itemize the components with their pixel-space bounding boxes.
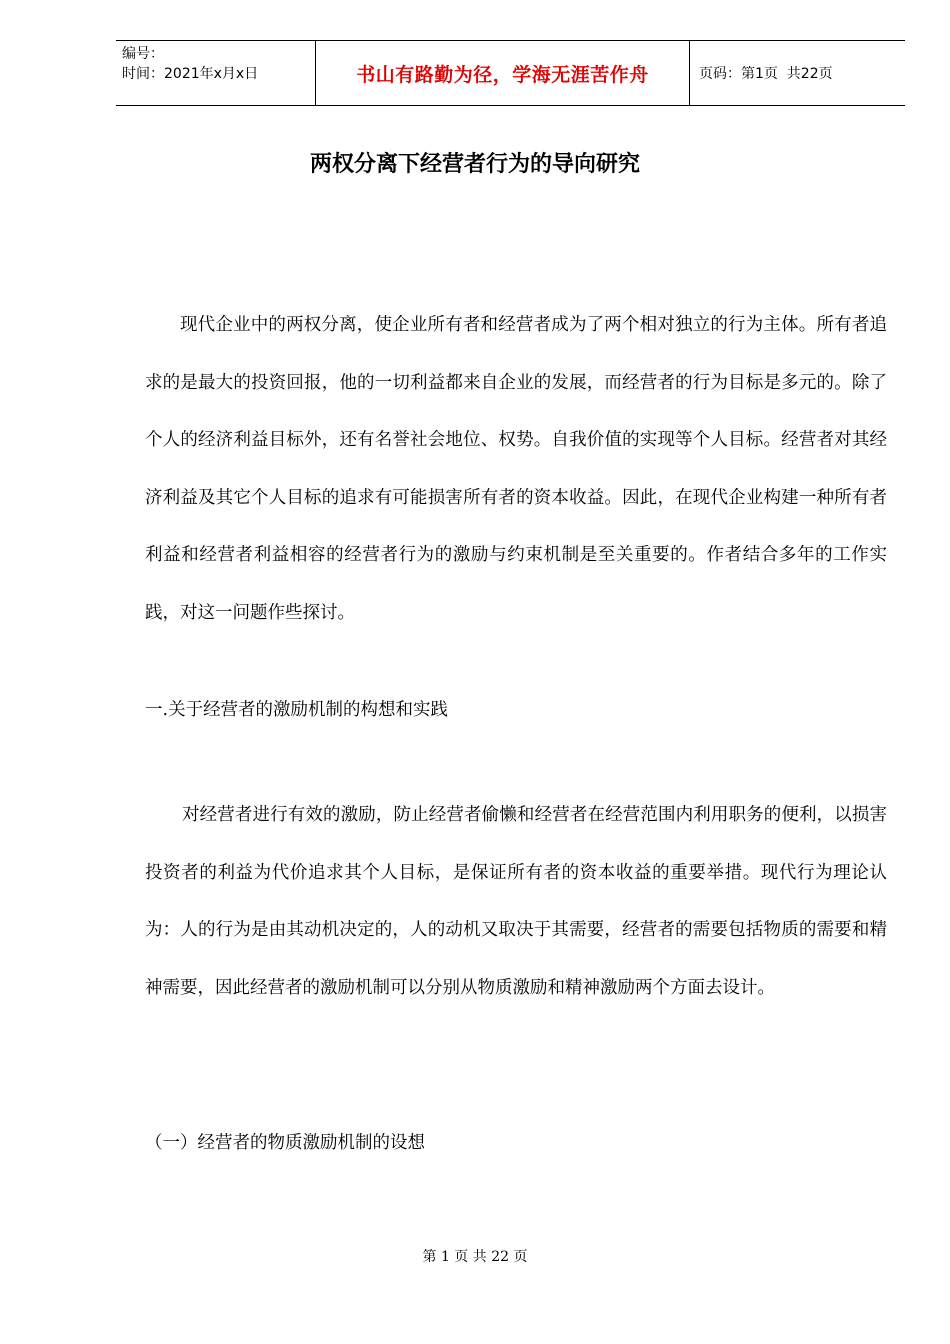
header-page-info: 页码：第1页 共22页 [699,66,833,82]
document-title: 两权分离下经营者行为的导向研究 [309,152,640,177]
page-header-table [116,40,905,106]
document-time-label: 时间：2021年x月x日 [122,66,259,82]
subsection-heading-1: （一）经营者的物质激励机制的设想 [145,1133,425,1153]
section-heading-1: 一.关于经营者的激励机制的构想和实践 [145,700,449,720]
header-motto: 书山有路勤为径，学海无涯苦作舟 [356,63,649,86]
header-meta-cell [116,41,316,105]
header-page-cell [690,41,905,105]
header-motto-cell [316,41,690,105]
paragraph-intro: 现代企业中的两权分离，使企业所有者和经营者成为了两个相对独立的行为主体。所有者追求的是最大的投资回报，他的一切利益都来自企业的发展，而经营者的行为目标是多元的。除了个人的经济利益目标外，还有名誉社会地位、权势。自我价值的实现等个人目标。经营者对其经济利益及其它个人目标的追求有可能损害所有者的资本收益。因此，在现代企业构建一种所有者利益和经营者利益相容的经营者行为的激励与约束机制是至关重要的。作者结合多年的工作实践，对这一问题作些探讨。 [145,315,887,623]
document-number-label: 编号： [122,46,164,62]
page-footer: 第 1 页 共 22 页 [422,1249,528,1265]
paragraph-incentive: 对经营者进行有效的激励，防止经营者偷懒和经营者在经营范围内利用职务的便利，以损害投资者的利益为代价追求其个人目标，是保证所有者的资本收益的重要举措。现代行为理论认为：人的行为是由其动机决定的，人的动机又取决于其需要，经营者的需要包括物质的需要和精神需要，因此经营者的激励机制可以分别从物质激励和精神激励两个方面去设计。 [145,805,887,998]
